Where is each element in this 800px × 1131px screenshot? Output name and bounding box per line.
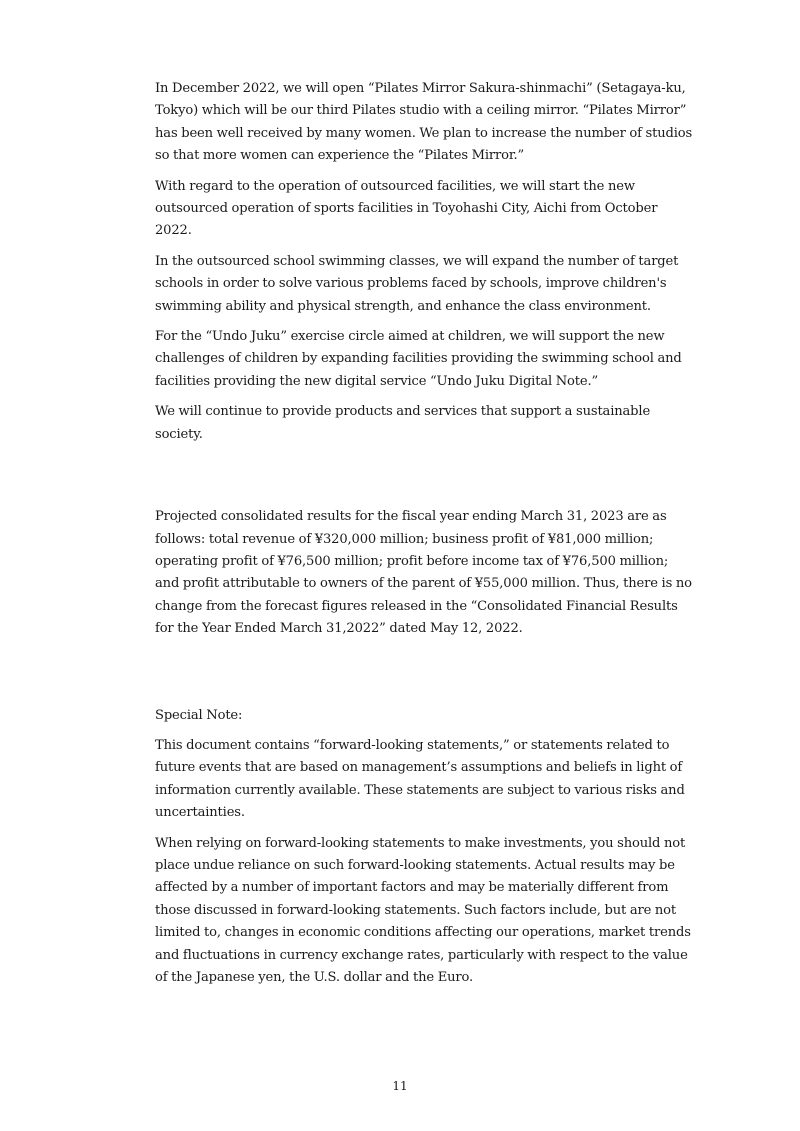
special-note-section — [155, 705, 695, 990]
business-outlook-section — [155, 78, 695, 446]
pilates-paragraph: In December 2022, we will open “Pilates Mirror Sakura-shinmachi” (Setagaya-ku, Tokyo) which will be our third Pilates studio with a ceiling mirror. “Pilates Mirror” has been well received by many women. We plan to increase the number of studios so that more women can experience the “Pilates Mirror.” — [155, 81, 693, 164]
undo-juku-paragraph: For the “Undo Juku” exercise circle aimed at children, we will support the new challenges of children by expanding facilities providing the swimming school and facilities providing the new digital service “Undo Juku Digital Note.” — [155, 329, 682, 389]
outsourced-facilities-paragraph: With regard to the operation of outsourced facilities, we will start the new outsourced operation of sports facilities in Toyohashi City, Aichi from October 2022. — [155, 178, 658, 239]
forecast-paragraph: Projected consolidated results for the fiscal year ending March 31, 2023 are as follows: total revenue of ¥320,000 million; business profit of ¥81,000 million; operating profit of ¥76,500 million; profit before income tax of ¥76,500 million; and profit attributable to owners of the parent of ¥55,000 million. Thus, there is no change from the forecast figures released in the “Consolidated Financial Results for the Year Ended March 31,2022” dated May 12, 2022. — [155, 509, 692, 637]
school-swimming-paragraph: In the outsourced school swimming classes, we will expand the number of target schools in order to solve various problems faced by schools, improve children's swimming ability and physical strength, and enhance the class environment. — [155, 253, 679, 314]
special-note-heading: Special Note: — [155, 707, 243, 723]
page-number: 11 — [392, 1079, 408, 1093]
investment-reliance-paragraph: When relying on forward-looking statements to make investments, you should not place undue reliance on such forward-looking statements. Actual results may be affected by a number of important factors and may be materially different from those discussed in forward-looking statements. Such factors include, but are not limited to, changes in economic conditions affecting our operations, market trends and fluctuations in currency exchange rates, particularly with respect to the value of the Japanese yen, the U.S. dollar and the Euro. — [155, 835, 691, 985]
sustainable-society-paragraph: We will continue to provide products and services that support a sustainable society. — [155, 404, 651, 442]
forward-looking-paragraph: This document contains “forward-looking statements,” or statements related to future events that are based on management’s assumptions and beliefs in light of information currently available. These statements are subject to various risks and uncertainties. — [155, 737, 685, 821]
forecast-section — [155, 506, 695, 640]
page-content — [155, 78, 695, 989]
